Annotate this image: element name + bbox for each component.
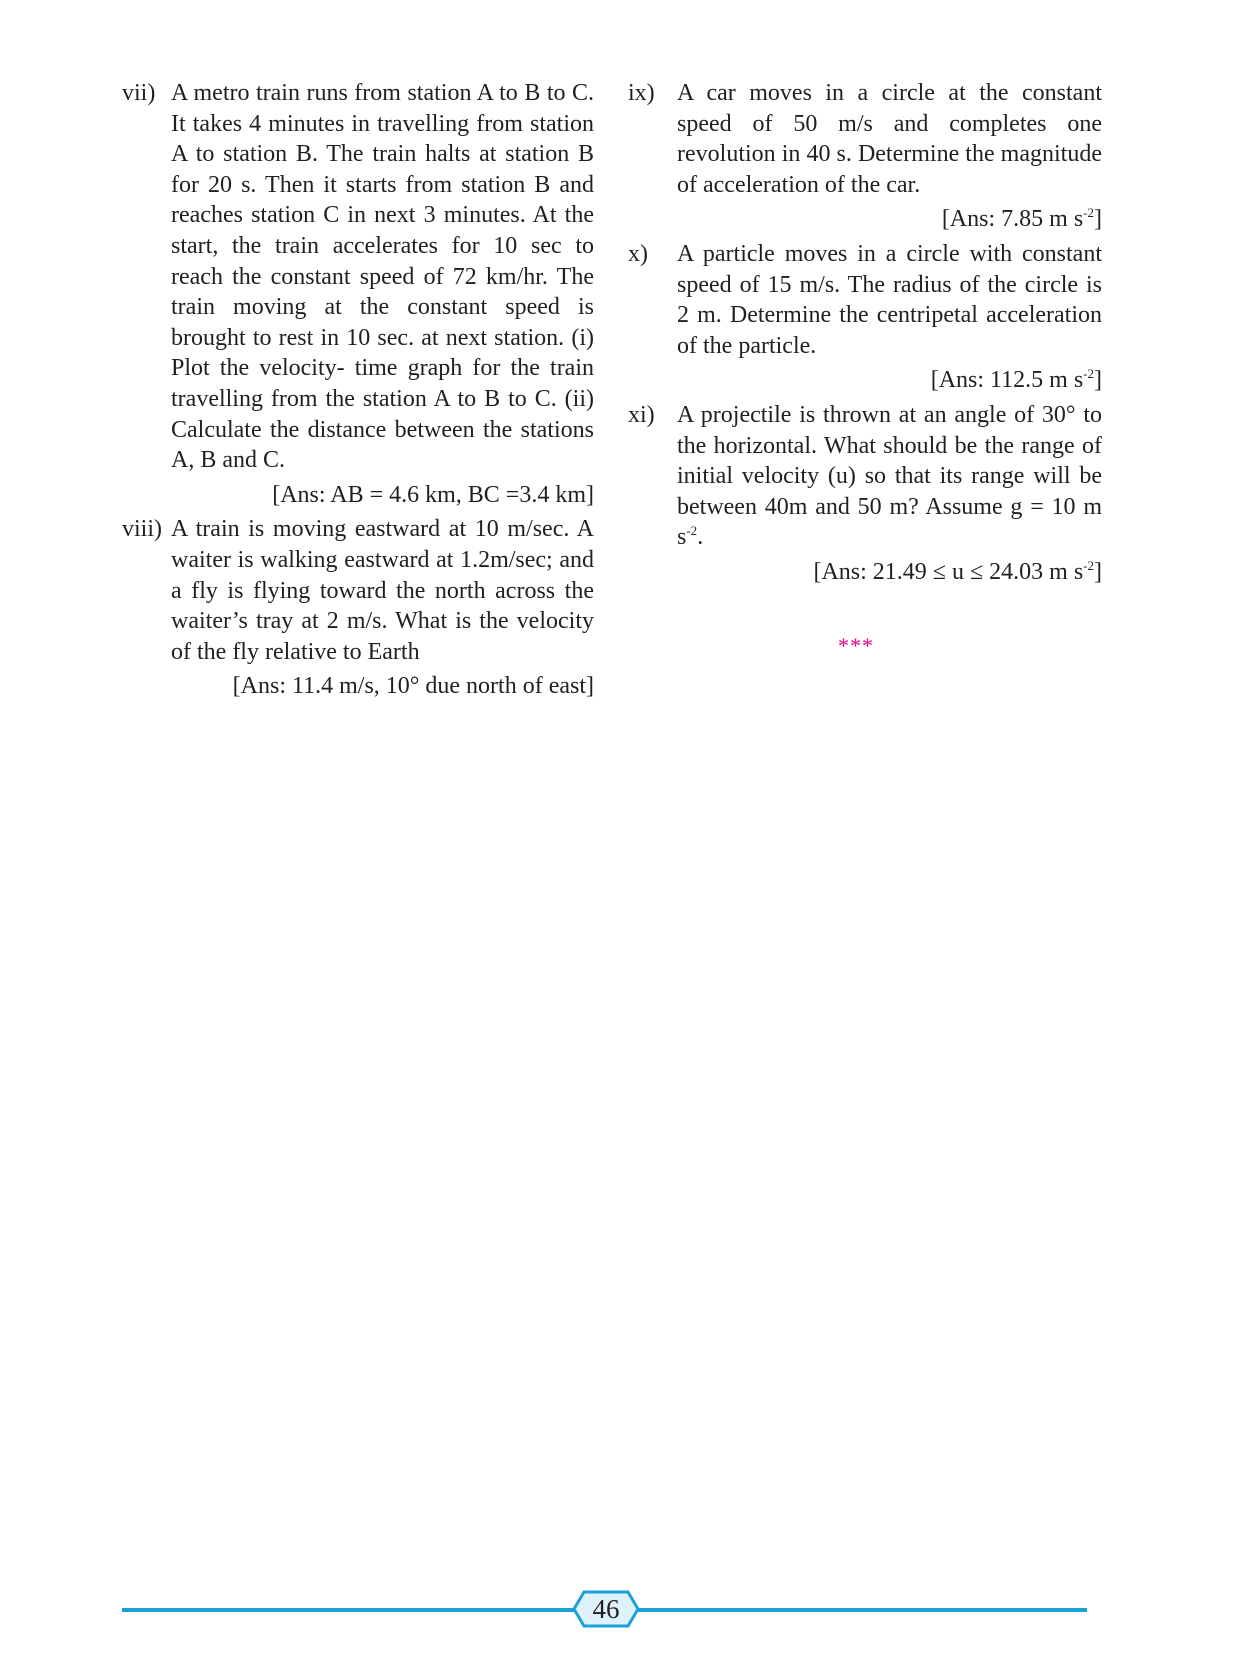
answer: [Ans: 7.85 m $s^{-2}$] bbox=[941, 205, 1102, 233]
left-column bbox=[122, 78, 594, 702]
question-text: A car moves in a circle at the constant speed of 50 m/s and completes one revolution in 40 s. Determine the magnitude of acceleration of the car. bbox=[677, 80, 1102, 198]
question-number: vii) bbox=[122, 80, 156, 106]
question-number: xi) bbox=[628, 401, 655, 428]
section-end-stars: *** bbox=[838, 633, 874, 658]
question-text: A train is moving eastward at 10 m/sec. A waiter is walking eastward at 1.2m/sec; and a fly is flying toward the north across the waiter’s tray at 2 m/s. What is the velocity of the fly relative to Earth bbox=[171, 516, 594, 665]
answer: [Ans: 21.49 ≤ u ≤ 24.03 m $s^{-2}$] bbox=[813, 557, 1102, 585]
right-column bbox=[628, 78, 1102, 588]
question-x bbox=[628, 239, 1102, 396]
answer: [Ans: 112.5 m $s^{-2}$] bbox=[930, 366, 1102, 394]
question-number: viii) bbox=[122, 516, 162, 543]
question-ix bbox=[628, 78, 1102, 235]
answer: [Ans: 11.4 m/s, 10° due north of east] bbox=[232, 673, 594, 700]
question-text: A particle moves in a circle with constant speed of 15 m/s. The radius of the circle is 2 m. Determine the centripetal acceleration of the particle. bbox=[677, 240, 1102, 359]
question-vii bbox=[122, 78, 594, 510]
question-viii bbox=[122, 514, 594, 702]
page-number: 46 bbox=[592, 1593, 620, 1624]
question-text: A projectile is thrown at an angle of 30° to the horizontal. What should be the range of initial velocity (u) so that its range will be between 40m and 50 m? Assume g = 10 m $s^{-2}$. bbox=[677, 401, 1102, 551]
question-number: x) bbox=[628, 240, 648, 267]
question-xi bbox=[628, 400, 1102, 588]
question-text: A metro train runs from station A to B to C. It takes 4 minutes in travelling from station A to station B. The train halts at station B for 20 s. Then it starts from station B and reaches station C in next 3 minutes. At the start, the train accelerates for 10 sec to reach the constant speed of 72 km/hr. The train moving at the constant speed is brought to rest in 10 sec. at next station. (i) Plot the velocity- time graph for the train travelling from the station A to B to C. (ii) Calculate the distance between the stations A, B and C. bbox=[171, 80, 594, 474]
answer: [Ans: AB = 4.6 km, BC =3.4 km] bbox=[272, 481, 594, 508]
question-number: ix) bbox=[628, 80, 655, 106]
